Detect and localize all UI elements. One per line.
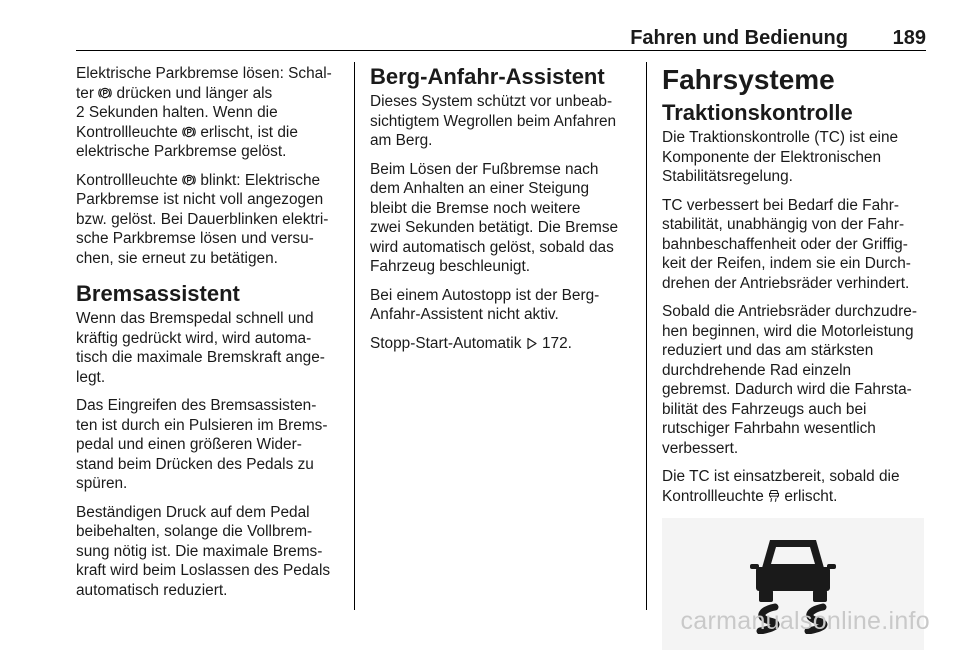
paragraph-brake-assist-1: Wenn das Bremspedal schnell und kräftig gedrückt wird, wird automa- tisch die maximale Bremskraft ange- legt.: [76, 310, 325, 386]
paragraph-traction-control-3: Sobald die Antriebsräder durchzudre- hen beginnen, wird die Motorleistung reduziert und das am stärksten durchdrehende Rad einzeln gebremst. Dadurch wird die Fahrsta- bilität des Fahrzeugs auch bei rutschiger Fahrbahn wesentlich verbessert.: [662, 303, 917, 457]
paragraph-brake-assist-3: Beständigen Druck auf dem Pedal beibehalten, solange die Vollbrem- sung nötig ist. Die maximale Brems- kraft wird beim Loslassen des Pedals automatisch reduziert.: [76, 503, 331, 599]
paragraph-traction-control-4: Die TC ist einsatzbereit, sobald die Kontrollleuchte erlischt.: [662, 468, 900, 505]
column-1: [76, 64, 348, 609]
heading-traction-control: Traktionskontrolle: [662, 100, 853, 125]
paragraph-traction-control-1: Die Traktionskontrolle (TC) ist eine Komponente der Elektronischen Stabilitätsregelung.: [662, 129, 899, 185]
paragraph-hill-start-3: Bei einem Autostopp ist der Berg- Anfahr-Assistent nicht aktiv.: [370, 286, 600, 323]
paragraph-brake-assist-2: Das Eingreifen des Bremsassisten- ten ist durch ein Pulsieren im Brems- pedal und einen größeren Wider- stand beim Drücken des Pedals zu spüren.: [76, 397, 328, 492]
page-reference-link[interactable]: 172.: [537, 334, 572, 352]
heading-brake-assist: Bremsassistent: [76, 281, 240, 306]
heading-hill-start-assist: Berg-Anfahr-Assistent: [370, 64, 605, 89]
paragraph-hill-start-1: Dieses System schützt vor unbeab- sichtigtem Wegrollen beim Anfahren am Berg.: [370, 93, 617, 149]
page-reference-arrow-icon[interactable]: [526, 337, 538, 350]
parking-brake-icon: [182, 173, 196, 187]
column-3: [662, 64, 932, 650]
column-divider-2: [646, 62, 647, 610]
parking-brake-icon: [98, 86, 112, 100]
paragraph-warning-light-blinking: Kontrollleuchte blinkt: Elektrische Parkbremse ist nicht voll angezogen bzw. gelöst. Bei Dauerblinken elektri- sche Parkbremse lösen und versu- chen, sie erneut zu betätigen.: [76, 171, 329, 267]
column-divider-1: [354, 62, 355, 610]
watermark: carmanualsonline.info: [680, 607, 930, 635]
paragraph-traction-control-2: TC verbessert bei Bedarf die Fahr- stabilität, unabhängig von der Fahr- bahnbeschaffenheit oder der Griffig- keit der Reifen, indem sie ein Durch- drehen der Antriebsräder verhindert.: [662, 196, 911, 292]
page-header: [76, 28, 926, 51]
heading-driving-systems: Fahrsysteme: [662, 64, 835, 95]
parking-brake-icon: [182, 125, 196, 139]
page-number: 189: [892, 27, 926, 49]
column-2: [370, 64, 632, 362]
traction-control-icon: [768, 489, 780, 503]
page-title: Fahren und Bedienung: [630, 27, 848, 49]
paragraph-hill-start-2: Beim Lösen der Fußbremse nach dem Anhalten an einer Steigung bleibt die Bremse noch weitere zwei Sekunden betätigt. Die Bremse wird automatisch gelöst, sobald das Fahrzeug beschleunigt.: [370, 160, 619, 275]
paragraph-cross-reference: Stopp-Start-Automatik 172.: [370, 334, 572, 352]
paragraph-parking-brake-release: Elektrische Parkbremse lösen: Schal- ter drücken und länger als 2 Sekunden halten. Wenn die Kontrollleuchte erlischt, ist die elektrische Parkbremse gelöst.: [76, 65, 332, 160]
